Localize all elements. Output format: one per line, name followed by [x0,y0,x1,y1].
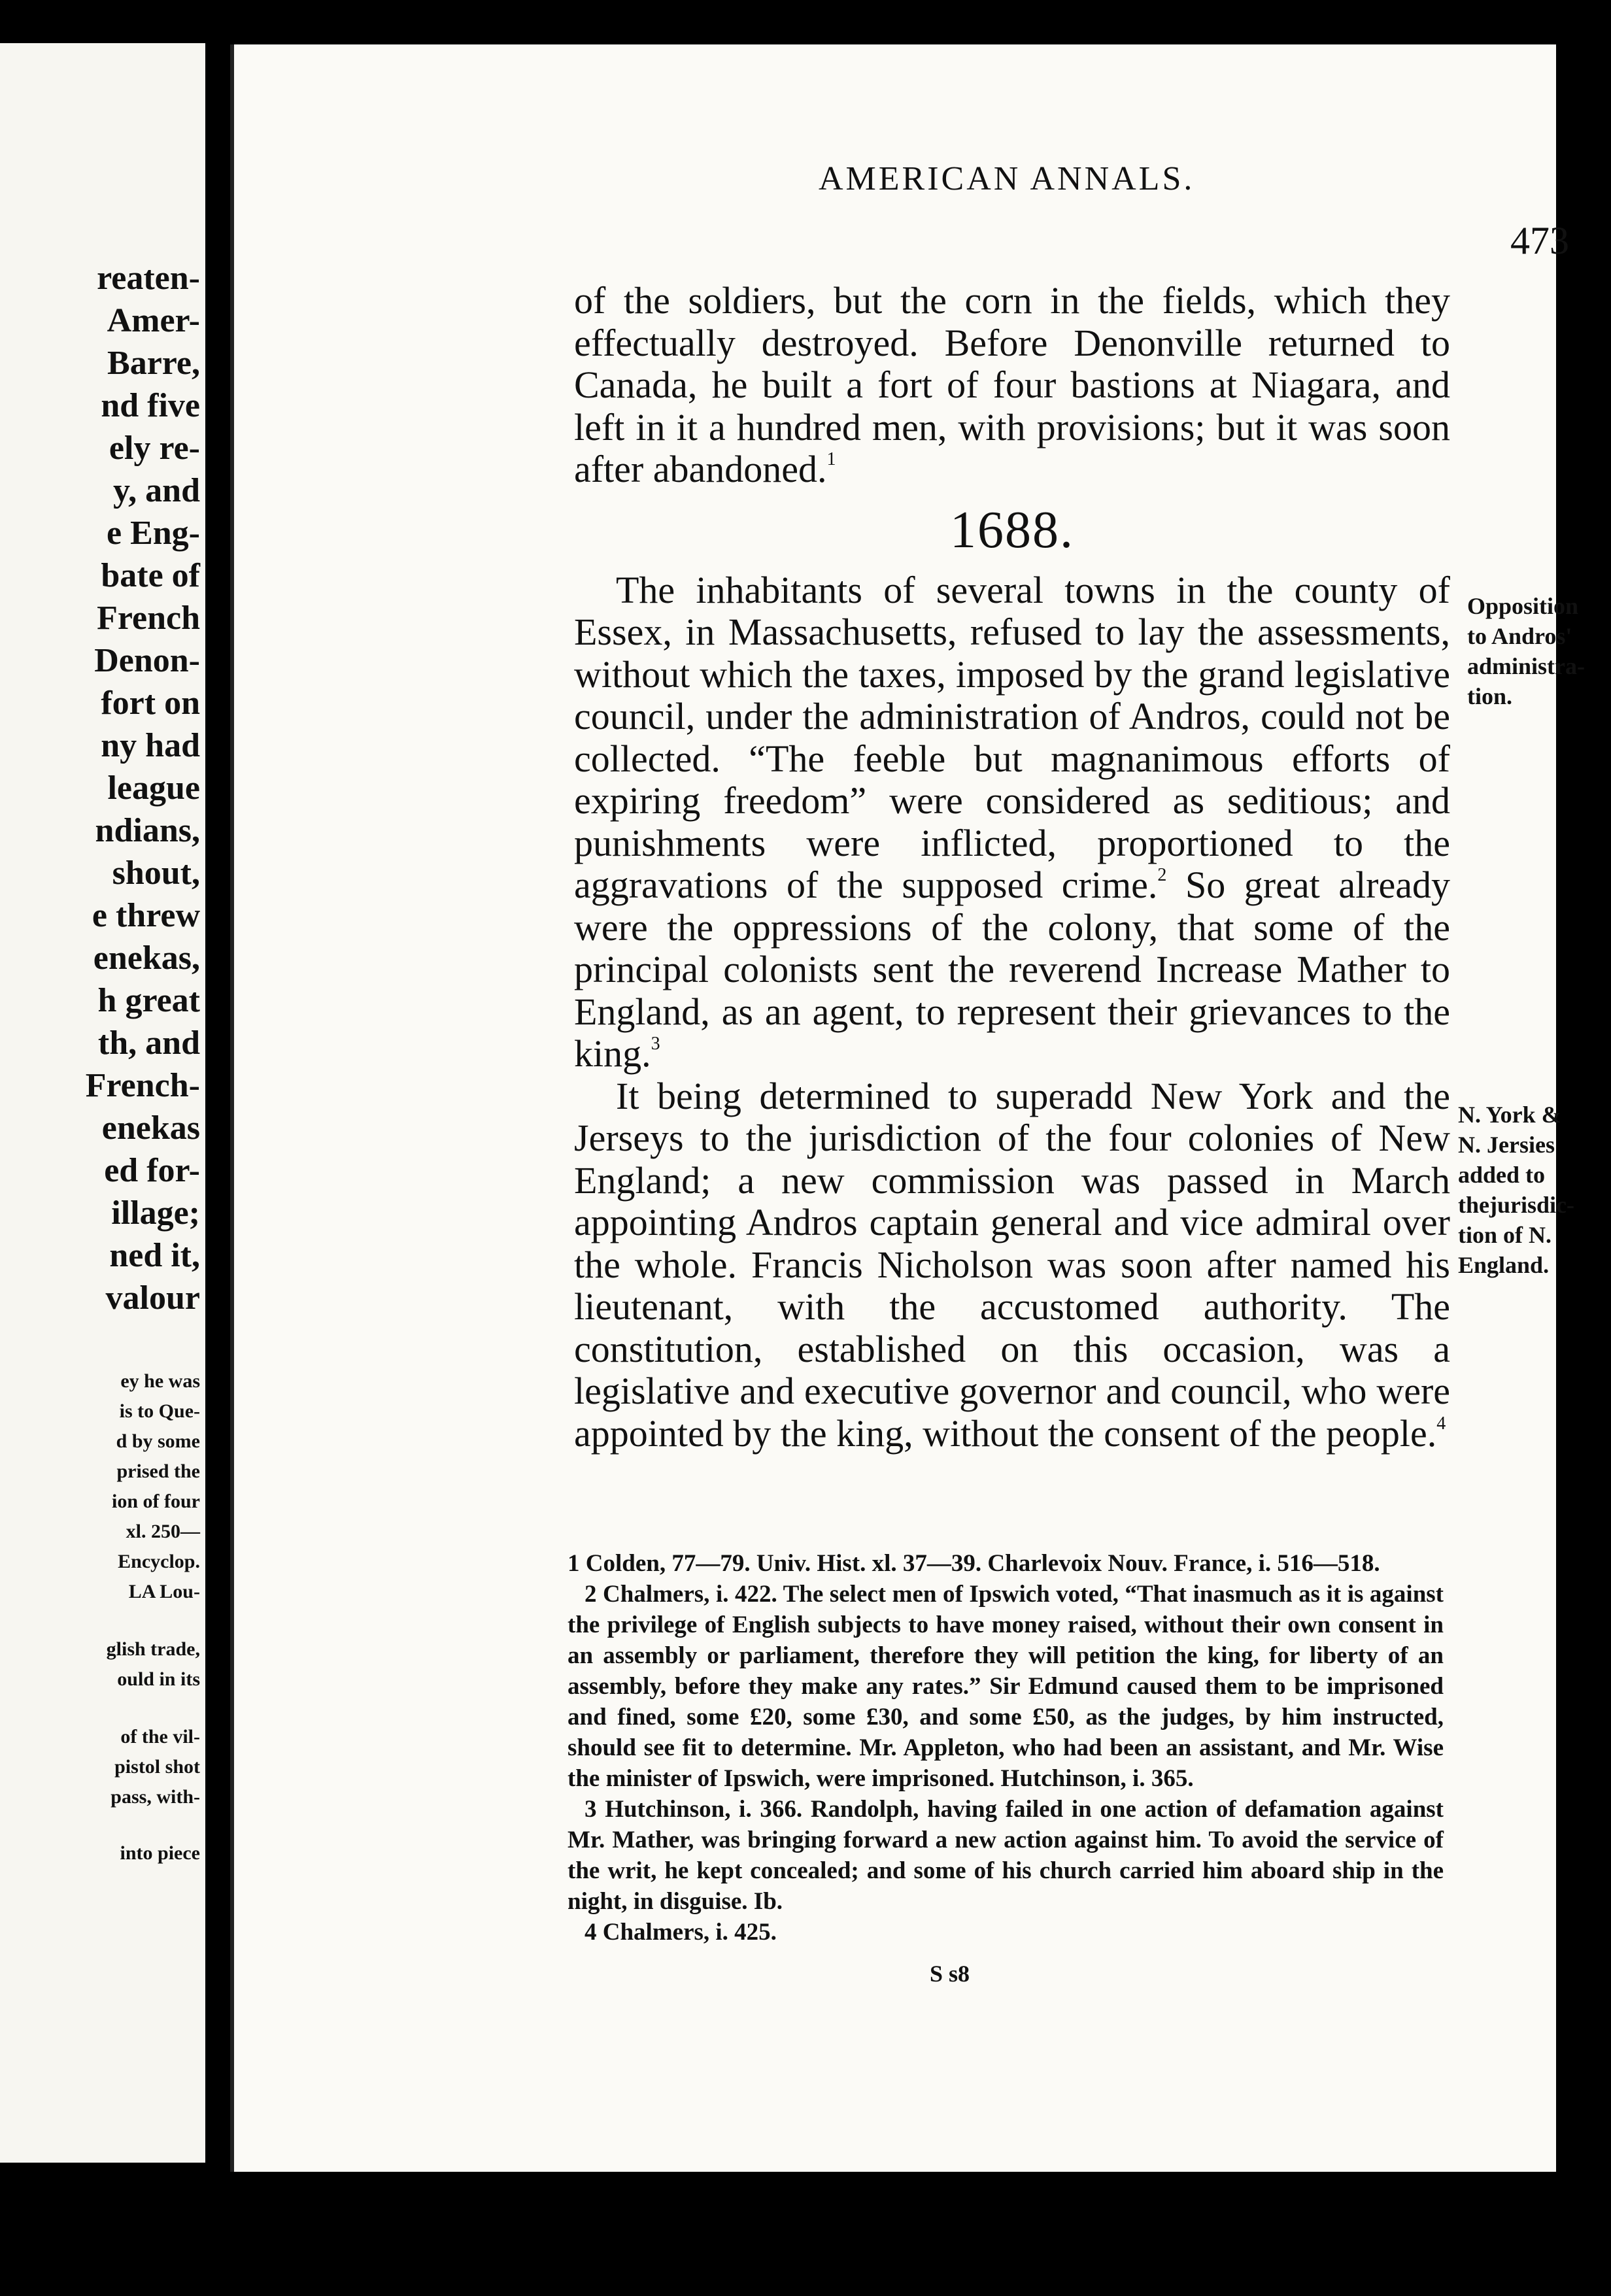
left-page-note-line: d by some [116,1430,200,1452]
left-page-line: enekas, [93,939,200,977]
page-number: 473 [1510,219,1569,262]
signature-mark: S s8 [930,1961,970,1987]
left-page-note-line: ould in its [117,1668,200,1690]
left-page-note-line: prised the [116,1460,200,1482]
left-page-note-line: glish trade, [106,1638,200,1660]
footnote-4: 4 Chalmers, i. 425. [585,1919,777,1946]
left-page-line: e Eng- [107,515,200,552]
left-page-note-line: Encyclop. [118,1551,200,1572]
left-page-line: bate of [101,557,200,594]
left-page-note-line: ion of four [112,1491,200,1512]
left-page-line: Denon- [94,642,200,679]
footnote-3: 3 Hutchinson, i. 366. Randolph, having failed in one action of defamation against Mr. Mather, was bringing forward a new action against him. To avoid the service of the writ, he kept concealed; and some of his church carried him aboard ship in the night, in disguise. Ib. [568,1796,1444,1915]
left-page-line: y, and [113,472,200,509]
running-head: AMERICAN ANNALS. [819,160,1195,197]
left-page-note-line: ey he was [120,1370,200,1392]
opening-paragraph [574,280,1450,491]
margin-note-new-york: N. York & N. Jersies added to thejurisdic- tion of N. England. [1458,1102,1574,1278]
footnote-ref: 2 [1157,865,1167,885]
left-page-note-line: is to Que- [119,1400,200,1422]
left-page-line: h great [97,982,200,1019]
left-page-note-line: pass, with- [110,1786,200,1808]
left-page-line: th, and [97,1024,200,1062]
left-page-note-line: of the vil- [120,1726,200,1747]
left-page-note-line: LA Lou- [128,1581,200,1602]
footnote-2: 2 Chalmers, i. 422. The select men of Ipswich voted, “That inasmuch as it is against the privilege of English subjects to have money raised, without their own consent in an assembly or parliament, therefore they will petition the king, for liberty of an assembly, before they make any rates.” Sir Edmund caused them to be imprisoned and fined, some £20, some £30, and some £50, as the judges, by him instructed, should see fit to determine. Mr. Appleton, who had been an assistant, and Mr. Wise the minister of Ipswich, were imprisoned. Hutchinson, i. 365. [568,1581,1444,1792]
left-page-line: Barre, [107,345,200,382]
left-page-line: e threw [92,897,200,934]
left-page-line: reaten- [97,260,200,297]
left-page-line: French- [85,1067,200,1104]
footnote-ref: 4 [1436,1413,1446,1434]
left-page-line: Amer- [107,302,200,339]
left-page-line: league [107,769,200,807]
paragraph-new-york-text: It being determined to superadd New York and the Jerseys to the jurisdiction of the four colonies of New England; a new commission was passed in March appointing Andros captain general and vice admiral over the whole. Francis Nicholson was soon after named his lieutenant, with the accustomed authority. The constitution, established on this occasion, was a legislative and executive governor and council, who were appointed by the king, without the consent of the people. [574,1074,1450,1455]
left-page-line: fort on [101,684,200,722]
left-page-line: valour [105,1279,200,1317]
left-page-line: French [97,599,200,637]
footnote-1: 1 Colden, 77—79. Univ. Hist. xl. 37—39. Charlevoix Nouv. France, i. 516—518. [568,1550,1380,1577]
left-page-line: ed for- [104,1152,200,1189]
left-page-line: ely re- [109,430,200,467]
book-page [230,44,1585,2172]
main-text [574,280,1450,1455]
previous-page-fragment [0,43,205,2163]
left-page-line: enekas [101,1109,200,1147]
paragraph-essex [574,569,1450,1075]
footnote-ref: 1 [826,449,836,469]
left-page-note-line: pistol shot [114,1756,200,1778]
footnotes [568,1548,1444,1948]
paragraph-essex-text: The inhabitants of several towns in the county of Essex, in Massachusetts, refused to lay the assessments, without which the taxes, imposed by the grand legislative council, under the administration of Andros, could not be collected. “The feeble but magnanimous efforts of expiring freedom” were considered as seditious; and punishments were inflicted, proportioned to the aggravations of the supposed crime. [574,568,1450,906]
margin-note-opposition: Opposition to Andros' administra- tion. [1467,593,1585,709]
footnote-ref: 3 [651,1034,660,1054]
left-page-line: ned it, [109,1237,200,1274]
year-heading: 1688. [950,501,1074,559]
left-page-note-line: xl. 250— [126,1521,200,1542]
left-page-line: ny had [101,727,200,764]
left-page-line: illage; [111,1194,200,1232]
left-page-line: shout, [112,854,200,892]
paragraph-new-york [574,1075,1450,1455]
left-page-line: nd five [101,387,200,424]
opening-paragraph-text: of the soldiers, but the corn in the fields, which they effectually destroyed. Before Denonville returned to Canada, he built a fort of four bastions at Niagara, and left in it a hundred men, with provisions; but it was soon after abandoned. [574,279,1450,490]
left-page-note-line: into piece [120,1842,200,1864]
left-page-line: ndians, [95,812,200,849]
paragraph-essex-text-2: So great already were the oppressions of the colony, that some of the principal colonists sent the reverend Increase Mather to England, as an agent, to represent their grievances to the king. [574,864,1450,1075]
